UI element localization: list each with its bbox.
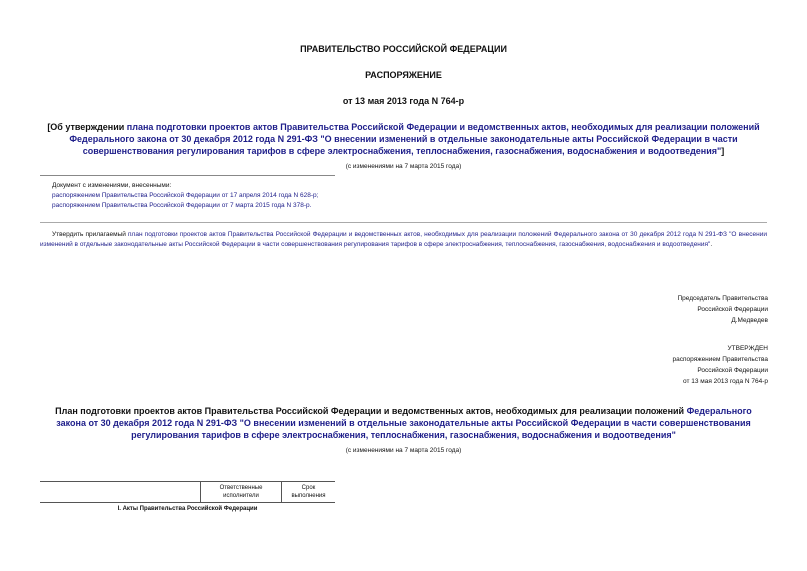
changes-divider [40,175,335,176]
body-before: Утвердить прилагаемый [52,231,129,238]
body-divider [40,222,767,223]
doc-date-heading: от 13 мая 2013 года N 764-р [342,96,465,106]
body-paragraph [40,230,767,250]
plan-table [40,481,335,515]
signature-line1: Председатель Правительства [677,295,768,302]
table-section-row [40,503,335,516]
title-prefix: [Об утверждении [47,122,127,132]
approval-label: УТВЕРЖДЕН [727,345,768,352]
table-section-title: I. Акты Правительства Российской Федерации [117,506,258,512]
changes-block [52,181,318,211]
table-header-row [40,482,335,503]
plan-title-law-link[interactable]: Федерального закона от 30 декабря 2012 года N 291-ФЗ "О внесении изменений в отдельные законодательные акты Российской Федерации в части совершенствования регулирования тарифов в сфере электроснабжения, теплоснабжения, газоснабжения, водоснабжения и водоотведения" [56,406,752,440]
plan-title [40,405,767,441]
org-heading: ПРАВИТЕЛЬСТВО РОССИЙСКОЙ ФЕДЕРАЦИИ [300,44,507,54]
change-link-2015[interactable]: распоряжением Правительства Российской Федерации от 7 марта 2015 года N 378-р. [52,202,312,209]
plan-title-before: План подготовки проектов актов Правительства Российской Федерации и ведомственных актов, необходимых для реализации положений [55,406,687,416]
title-plan-link[interactable]: плана подготовки проектов актов Правительства Российской Федерации и ведомственных актов, необходимых для реализации положений Федерального закона от 30 декабря 2012 года N 291-ФЗ "О внесении изменений в отдельные законодательные акты Российской Федерации в части совершенствования регулирования тарифов в сфере электроснабжения, теплоснабжения, газоснабжения, водоснабжения и водоотведения" [69,122,760,156]
table-col-deadline: Срок выполнения [282,482,336,503]
body-plan-link[interactable]: план подготовки проектов актов Правительства Российской Федерации и ведомственных актов, необходимых для реализации положений Федерального закона от 30 декабря 2012 года N 291-ФЗ "О внесении изменений в отдельные законодательные акты Российской Федерации в части совершенствования регулирования тарифов в сфере электроснабжения, теплоснабжения, газоснабжения, водоснабжения и водоотведения" [40,231,767,248]
document-title [40,121,767,157]
change-link-2014[interactable]: распоряжением Правительства Российской Федерации от 17 апреля 2014 года N 628-р; [52,192,319,199]
amendment-note: (с изменениями на 7 марта 2015 года) [345,163,462,170]
title-suffix: ] [721,146,725,156]
table-col-blank [40,482,201,503]
table-col-executors: Ответственные исполнители [201,482,282,503]
doc-type-heading: РАСПОРЯЖЕНИЕ [365,70,442,80]
plan-amendment-note: (с изменениями на 7 марта 2015 года) [345,447,462,454]
signature-name: Д.Медведев [731,317,768,324]
approval-line1: распоряжением Правительства [672,356,768,363]
approval-line2: Российской Федерации [697,367,768,374]
signature-line2: Российской Федерации [697,306,768,313]
changes-heading: Документ с изменениями, внесенными: [52,182,172,189]
approval-block [673,343,768,387]
signature-block [677,293,768,326]
approval-line3: от 13 мая 2013 года N 764-р [682,378,768,385]
body-after: . [710,241,713,248]
